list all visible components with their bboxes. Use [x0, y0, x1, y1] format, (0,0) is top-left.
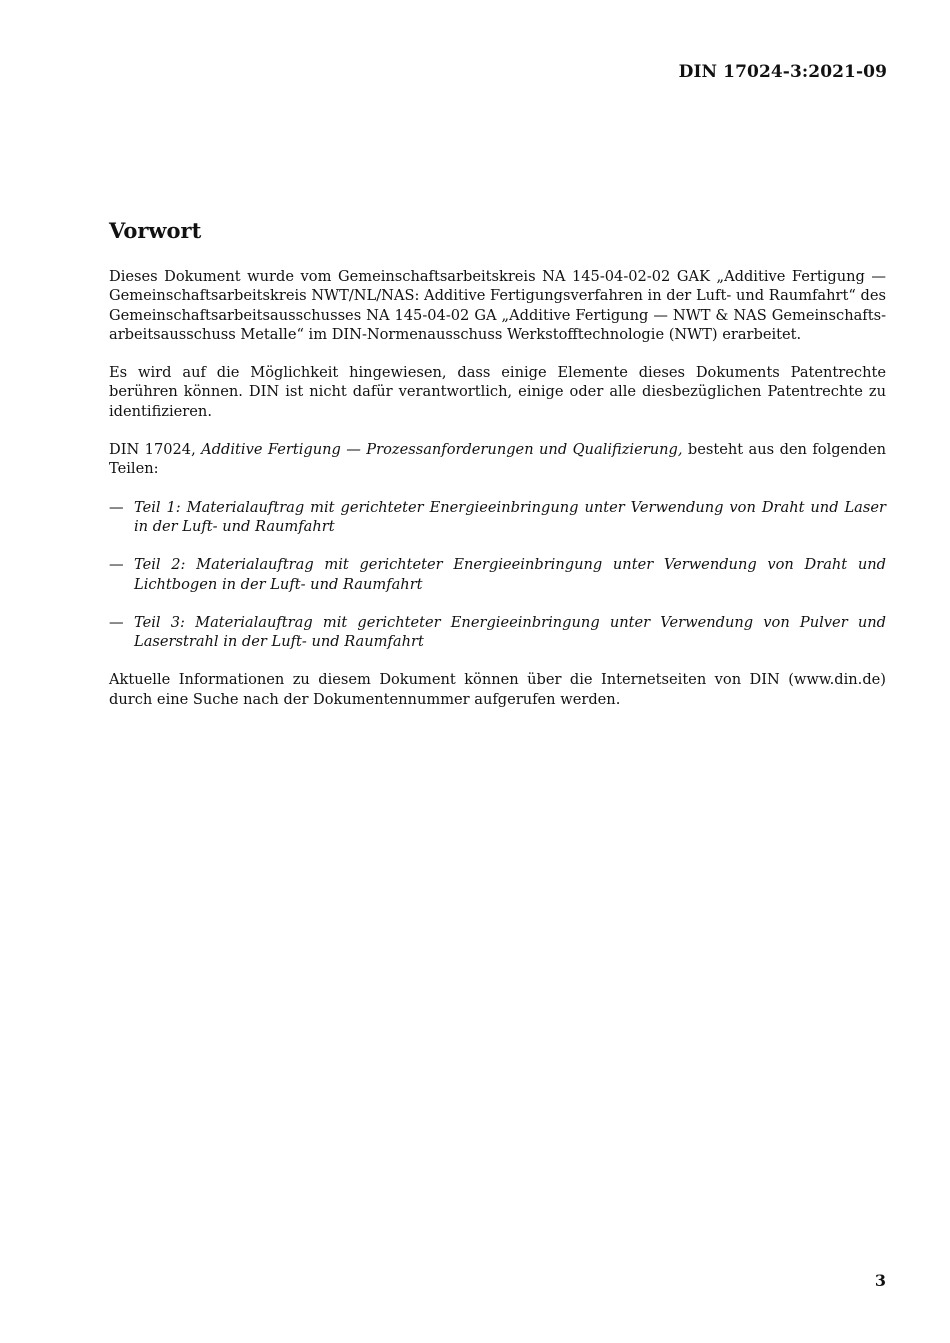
list-dash: — [109, 556, 124, 574]
foreword-section [109, 216, 886, 728]
paragraph-patent-notice: Es wird auf die Möglichkeit hingewiesen, dass einige Elemente dieses Dokuments Patentrechte berühren können. DIN ist nicht dafür verantwortlich, einige oder alle diesbezüglichen Patentrechte zu identifizieren. [109, 364, 886, 420]
list-item-text: Teil 1: Materialauftrag mit gerichteter Energieeinbringung unter Verwendung von Draht und Laser in der Luft- und Raumfahrt [134, 498, 886, 535]
list-item [109, 498, 886, 537]
series-title: Additive Fertigung — Prozessanforderungen und Qualifizierung, [201, 441, 683, 459]
list-item-text: Teil 3: Materialauftrag mit gerichteter Energieeinbringung unter Verwendung von Pulver und Laserstrahl in der Luft- und Raumfahrt [134, 613, 886, 651]
parts-list [109, 498, 886, 652]
list-item [109, 613, 886, 652]
list-dash: — [109, 613, 124, 631]
page-number: 3 [874, 1271, 886, 1290]
list-item-text: Teil 2: Materialauftrag mit gerichteter Energieeinbringung unter Verwendung von Draht und Lichtbogen in der Luft- und Raumfahrt [134, 556, 886, 593]
paragraph-committee: Dieses Dokument wurde vom Gemeinschaftsarbeitskreis NA 145-04-02-02 GAK „Additive Fertigung — Gemeinschaftsarbeitskreis NWT/NL/NAS: Additive Fertigungsverfahren in der Luft- und Raumfahrt“ des Gemeinschaftsarbeitsausschusses NA 145-04-02 GA „Additive Fertigung — NWT & NAS Gemeinschafts-arbeitsausschuss Metalle“ im DIN-Normenausschuss Werkstofftechnologie (NWT) erarbeitet. [109, 268, 886, 343]
document-id: DIN 17024-3:2021-09 [678, 62, 887, 82]
paragraph-series-intro [109, 440, 886, 479]
series-prefix: DIN 17024, [109, 441, 202, 459]
series-suffix: besteht aus den folgenden Teilen: [109, 441, 886, 478]
list-dash: — [109, 498, 124, 516]
paragraph-online-info: Aktuelle Informationen zu diesem Dokument können über die Internetseiten von DIN (www.din.de) durch eine Suche nach der Dokumentennummer aufgerufen werden. [109, 671, 886, 708]
page-title: Vorwort [109, 218, 202, 243]
list-item [109, 555, 886, 594]
